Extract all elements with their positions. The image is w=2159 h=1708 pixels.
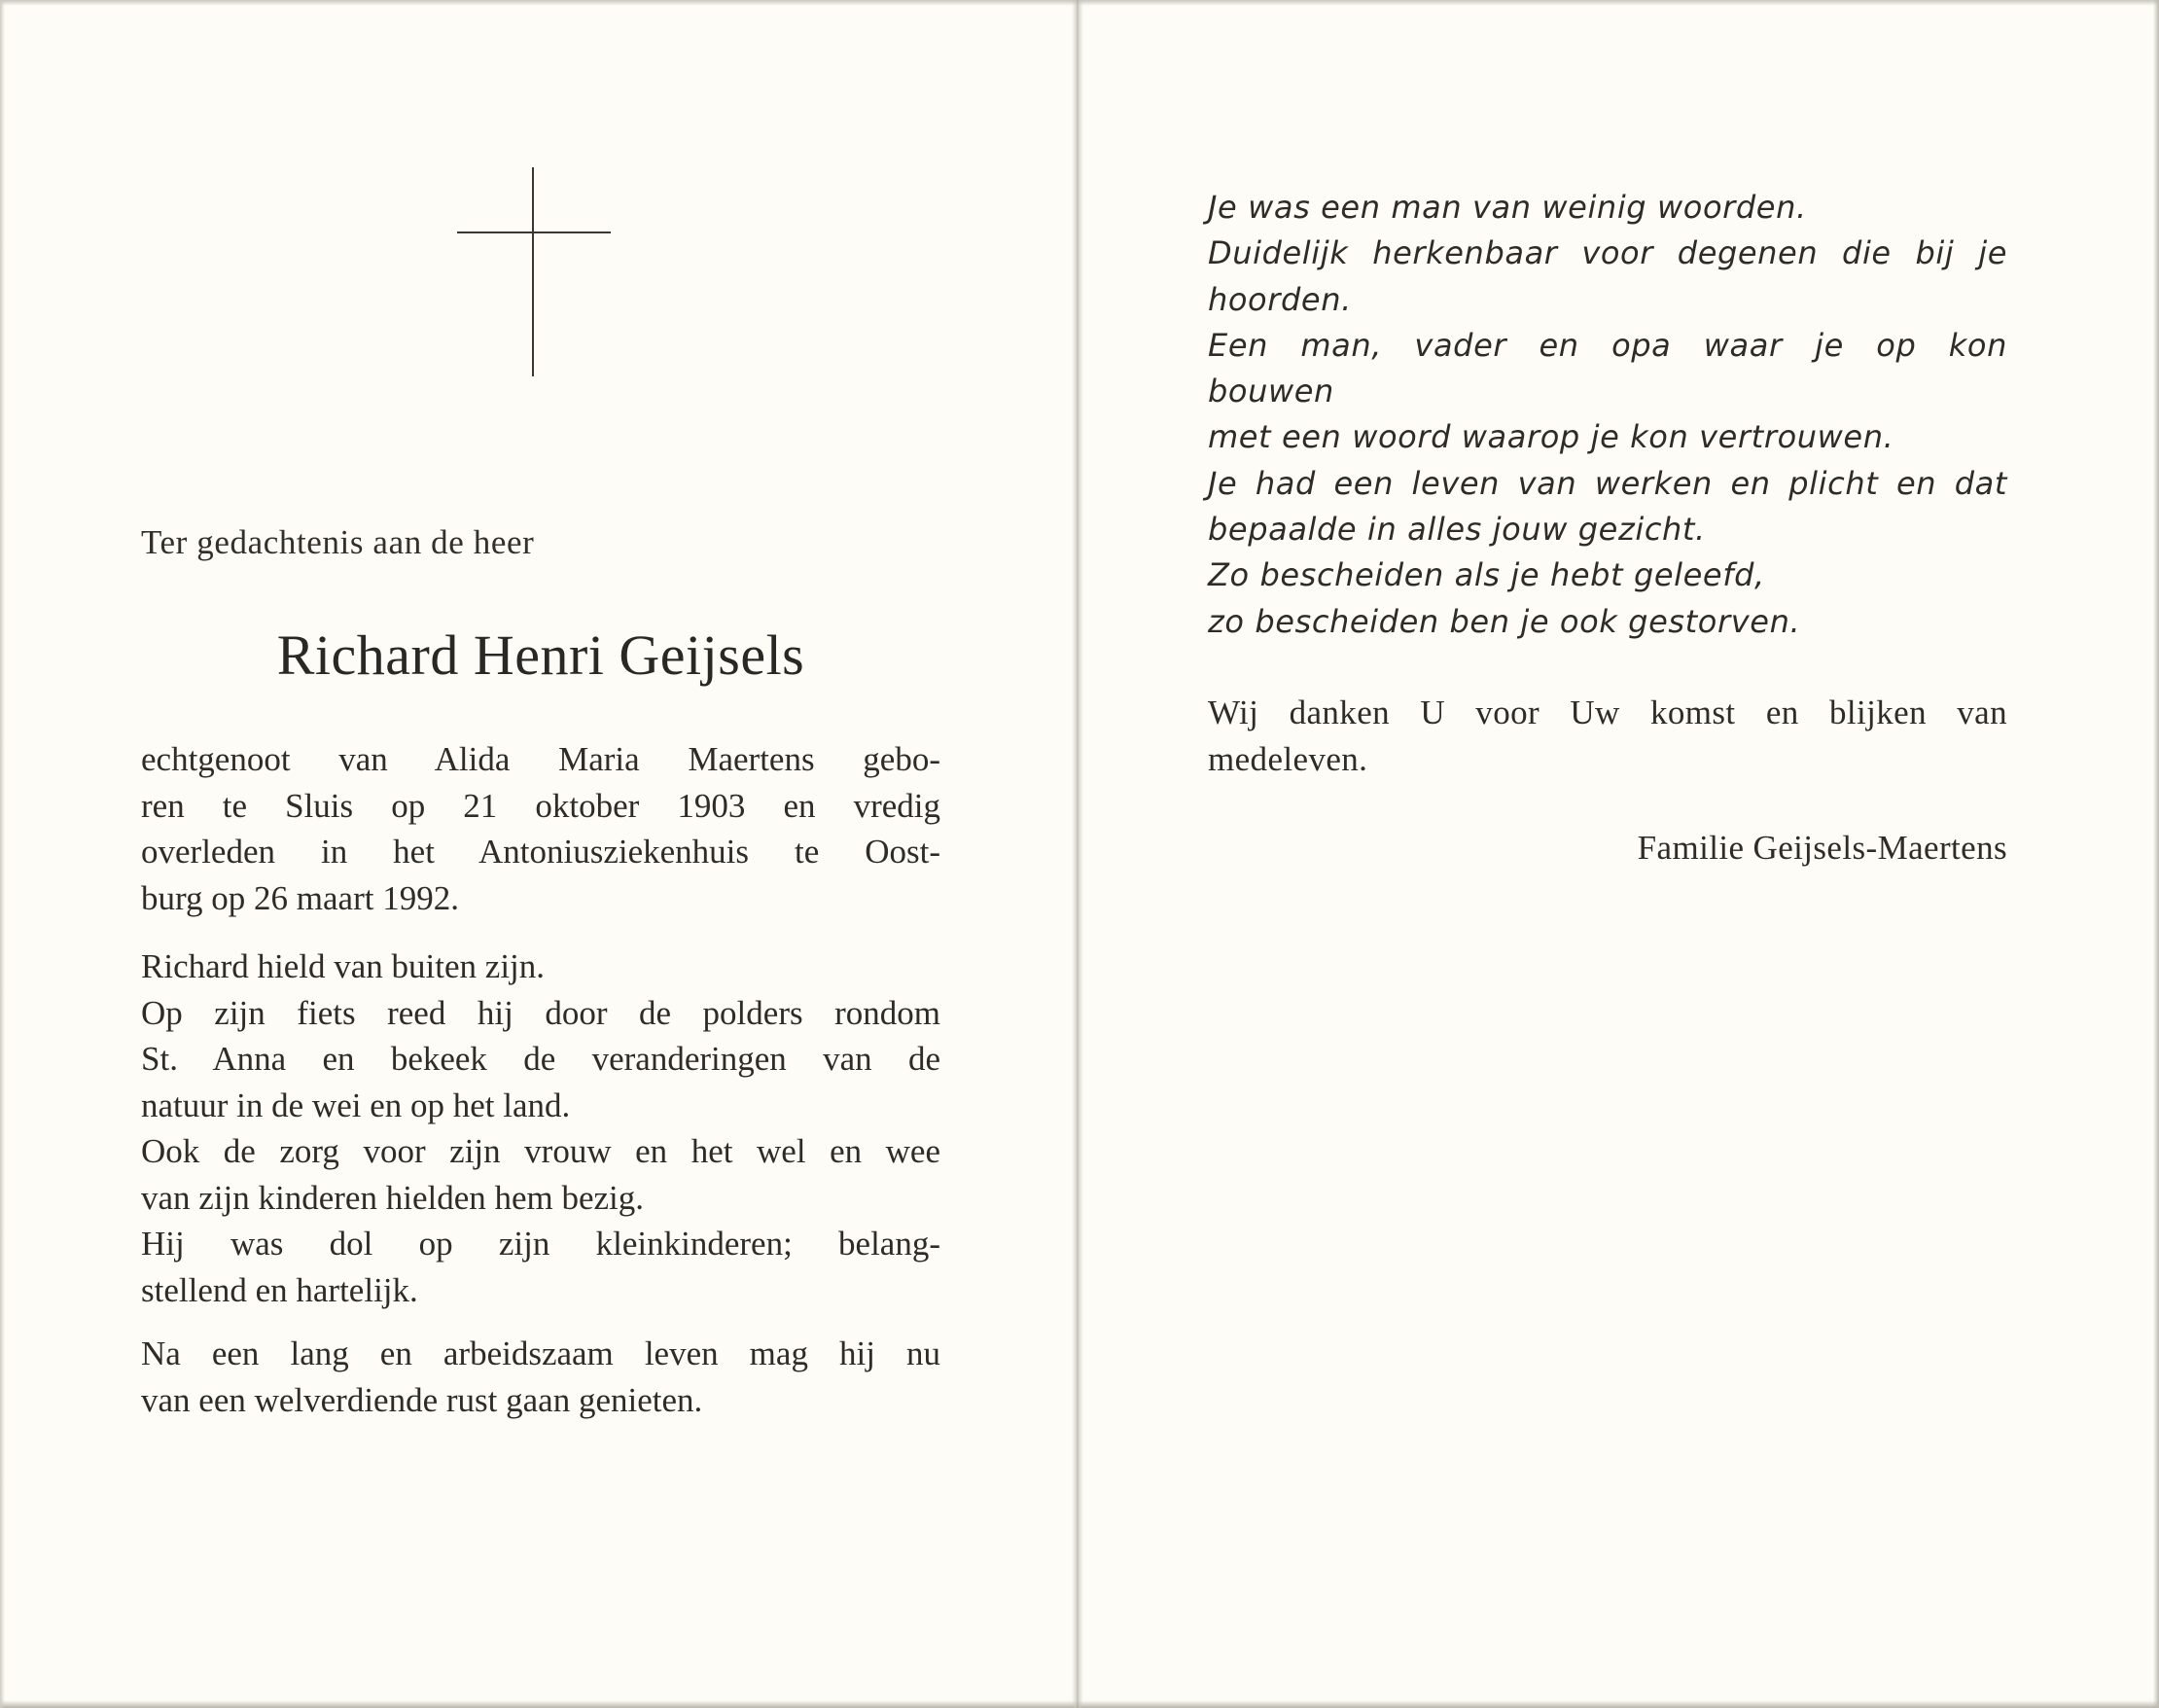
poem-line: hoorden. [1208, 280, 1352, 318]
deceased-name: Richard Henri Geijsels [276, 623, 805, 687]
poem-line: bepaalde in alles jouw gezicht. [1208, 511, 1706, 549]
thanks-paragraph [1208, 690, 2007, 782]
text-line: van zijn kinderen hielden hem bezig. [141, 1178, 645, 1217]
latin-cross-icon [457, 167, 611, 376]
text-line: natuur in de wei en op het land. [141, 1085, 571, 1124]
text-line: Op zijn fiets reed hij door de polders rondom [141, 993, 940, 1032]
text-line: medeleven. [1208, 739, 1368, 778]
life-description-paragraph [141, 943, 940, 1313]
text-line: Richard hield van buiten zijn. [141, 947, 546, 985]
text-line: Wij danken U voor Uw komst en blijken van [1208, 694, 2007, 731]
cross-vertical-bar [532, 167, 534, 376]
poem-line: Je had een leven van werken en plicht en dat [1208, 464, 2007, 502]
poem-line: Je was een man van weinig woorden. [1208, 189, 1807, 226]
text-line: Ook de zorg voor zijn vrouw en het wel en wee [141, 1132, 940, 1170]
poem-line: Duidelijk herkenbaar voor degenen die bij je [1208, 234, 2007, 272]
text-line: overleden in het Antoniusziekenhuis te Oost- [141, 833, 940, 871]
text-line: stellend en hartelijk. [141, 1270, 418, 1309]
memorial-intro: Ter gedachtenis aan de heer [141, 523, 535, 561]
paper-edge-right [2153, 0, 2159, 1708]
biography-paragraph [141, 736, 940, 921]
poem-line: Een man, vader en opa waar je op kon [1208, 326, 2007, 364]
card-fold-line [1072, 0, 1083, 1708]
text-line: burg op 26 maart 1992. [141, 878, 459, 917]
text-line: echtgenoot van Alida Maria Maertens gebo- [141, 740, 940, 778]
text-line: van een welverdiende rust gaan genieten. [141, 1380, 703, 1419]
poem-line: zo bescheiden ben je ook gestorven. [1208, 602, 1801, 640]
poem-line: bouwen [1208, 373, 1334, 410]
poem-line: Zo bescheiden als je hebt geleefd, [1208, 556, 1765, 594]
family-signature: Familie Geijsels-Maertens [1637, 829, 2007, 867]
text-line: Hij was dol op zijn kleinkinderen; belang- [141, 1225, 940, 1263]
text-line: ren te Sluis op 21 oktober 1903 en vredig [141, 786, 940, 825]
paper-edge-left [0, 0, 5, 1708]
memorial-poem [1208, 185, 2007, 645]
text-line: Na een lang en arbeidszaam leven mag hij nu [141, 1334, 940, 1372]
closing-paragraph [141, 1331, 940, 1423]
text-line: St. Anna en bekeek de veranderingen van de [141, 1040, 940, 1078]
cross-horizontal-bar [457, 231, 611, 233]
poem-line: met een woord waarop je kon vertrouwen. [1208, 418, 1894, 456]
